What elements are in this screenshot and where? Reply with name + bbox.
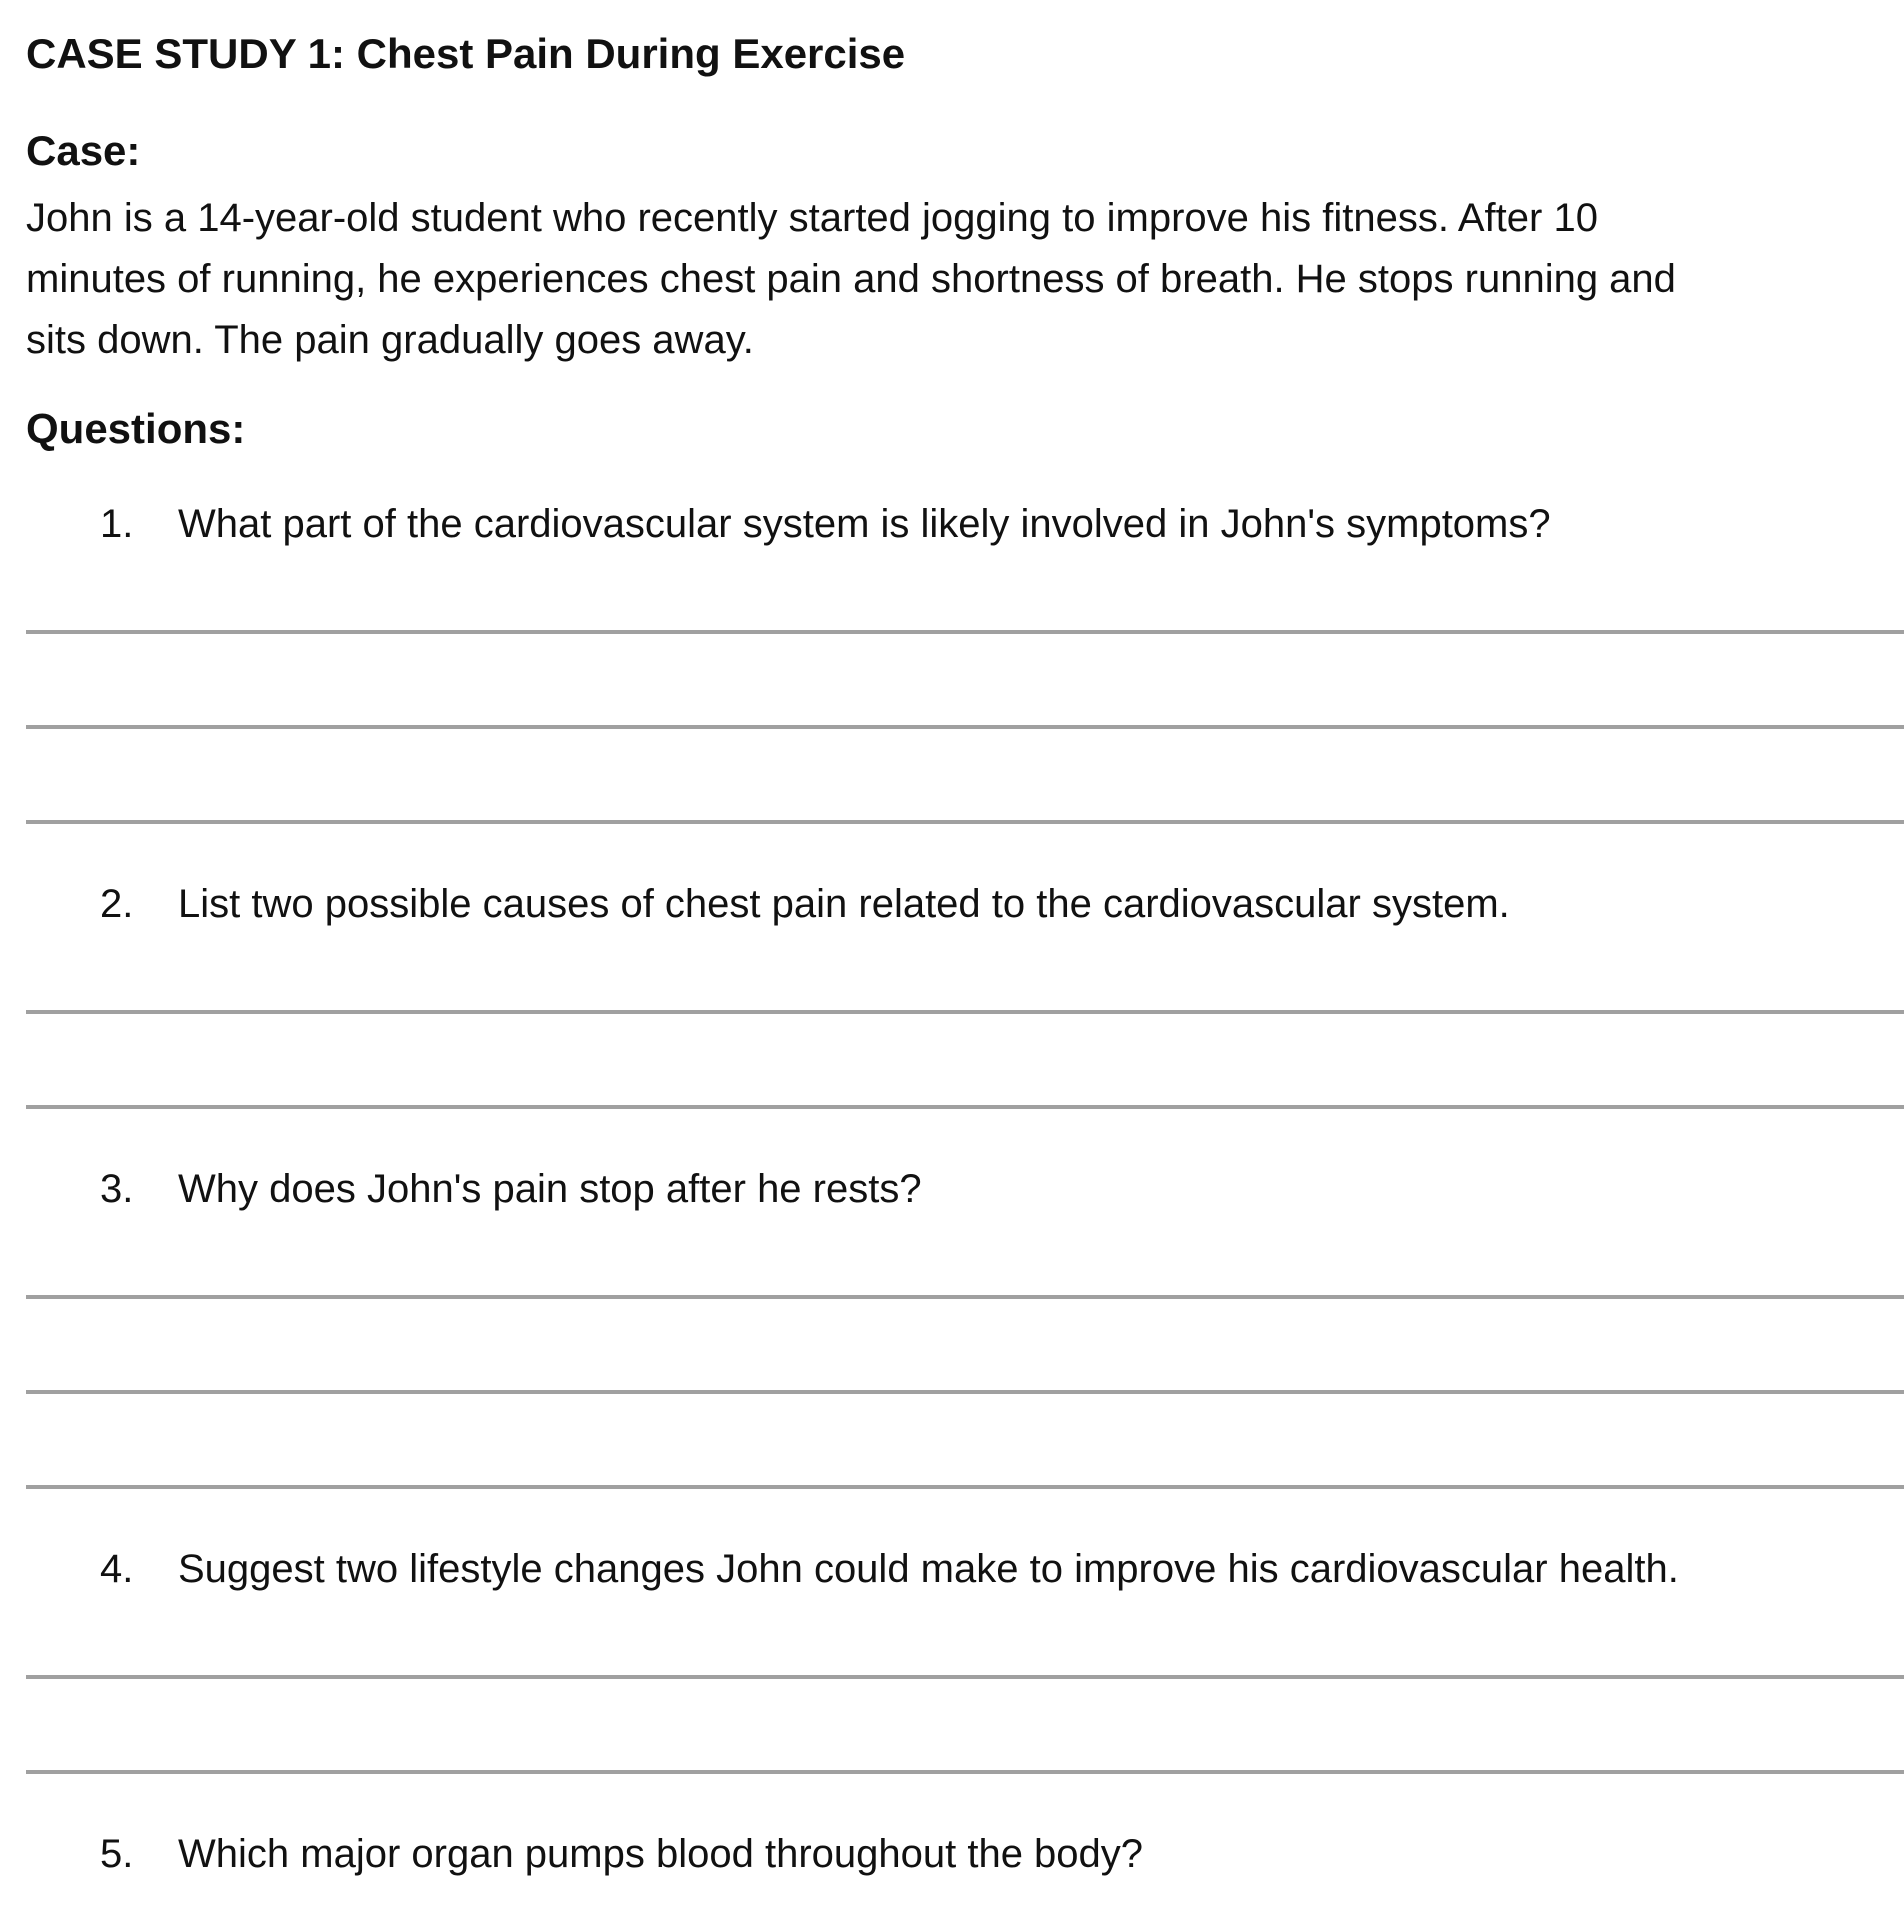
case-line: minutes of running, he experiences chest pain and shortness of breath. He stops running and	[26, 257, 1676, 301]
case-heading: Case:	[26, 127, 141, 174]
answer-line[interactable]	[26, 725, 1904, 729]
question-number: 5.	[100, 1832, 134, 1876]
question-number: 1.	[100, 502, 134, 546]
question-text: Which major organ pumps blood throughout the body?	[178, 1832, 1144, 1876]
case-description	[26, 188, 1676, 371]
case-line: sits down. The pain gradually goes away.	[26, 318, 754, 362]
answer-line[interactable]	[26, 1675, 1904, 1679]
question-text: Suggest two lifestyle changes John could make to improve his cardiovascular health.	[178, 1547, 1679, 1591]
answer-line[interactable]	[26, 630, 1904, 634]
question-1	[100, 502, 1551, 547]
question-number: 4.	[100, 1547, 134, 1591]
answer-line[interactable]	[26, 1295, 1904, 1299]
questions-heading: Questions:	[26, 405, 246, 452]
question-number: 3.	[100, 1167, 134, 1211]
answer-line[interactable]	[26, 1390, 1904, 1394]
question-number: 2.	[100, 882, 134, 926]
answer-line[interactable]	[26, 1105, 1904, 1109]
answer-line[interactable]	[26, 1485, 1904, 1489]
question-4	[100, 1547, 1679, 1592]
answer-line[interactable]	[26, 1010, 1904, 1014]
case-line: John is a 14-year-old student who recently started jogging to improve his fitness. After 10	[26, 196, 1598, 240]
question-text: What part of the cardiovascular system is likely involved in John's symptoms?	[178, 502, 1551, 546]
question-5	[100, 1832, 1143, 1877]
answer-line[interactable]	[26, 820, 1904, 824]
answer-line[interactable]	[26, 1770, 1904, 1774]
page-title: CASE STUDY 1: Chest Pain During Exercise	[26, 30, 906, 77]
question-2	[100, 882, 1510, 927]
question-3	[100, 1167, 922, 1212]
question-text: List two possible causes of chest pain related to the cardiovascular system.	[178, 882, 1510, 926]
question-text: Why does John's pain stop after he rests?	[178, 1167, 922, 1211]
